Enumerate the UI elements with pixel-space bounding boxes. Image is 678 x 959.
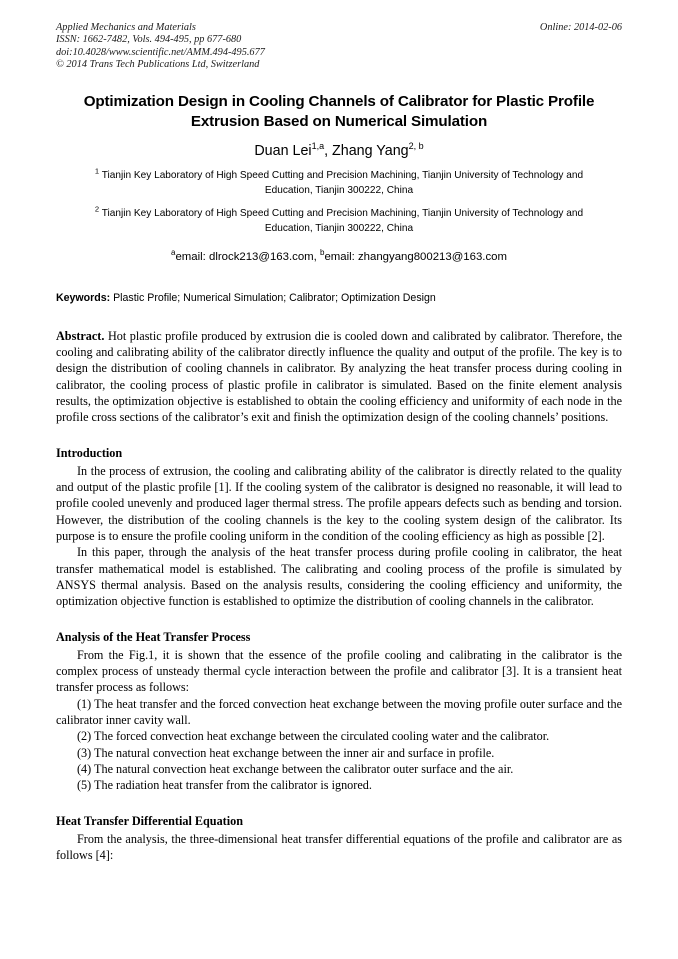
section-paragraph: From the analysis, the three-dimensional heat transfer differential equations of the profile and calibrator are as follows [4]:: [56, 831, 622, 863]
email-marker-b: b: [319, 247, 325, 257]
affiliation-1: [56, 166, 622, 198]
section-paragraph: In the process of extrusion, the cooling and calibrating ability of the calibrator is directly related to the quality and output of the plastic profile [1]. If the cooling system of the calibrator is designed no reasonable, it will lead to profile cooled unevenly and produced lager thermal stress. The profile appears defects such as bending and torsion. However, the distribution of the cooling channels is the key to the cooling system design of the calibrator. Its purpose is to ensure the profile cooling uniform in the condition of the cooling efficiency as high as possible [2].: [56, 463, 622, 543]
section-heading-introduction: Introduction: [56, 445, 123, 460]
journal-copyright: © 2014 Trans Tech Publications Ltd, Switzerland: [56, 59, 260, 71]
journal-header: [56, 22, 622, 76]
author-affiliation-marker-1: 1,a: [311, 141, 325, 152]
email-address-a[interactable]: email: dlrock213@163.com,: [175, 250, 317, 263]
section-paragraph: From the Fig.1, it is shown that the essence of the profile cooling and calibrating in the calibrator is the complex process of unsteady thermal cycle interaction between the profile and calibrator [3]. It is a transient heat transfer process as follows:: [56, 647, 622, 695]
journal-issn: ISSN: 1662-7482, Vols. 494-495, pp 677-680: [56, 34, 242, 46]
affiliation-text-2: Tianjin Key Laboratory of High Speed Cutting and Precision Machining, Tianjin University of Technology and Education, Tianjin 300222, China: [101, 208, 584, 234]
author-affiliation-marker-2: 2, b: [408, 141, 424, 152]
section-heading-analysis-heat-transfer: Analysis of the Heat Transfer Process: [56, 629, 251, 644]
affiliation-2: [56, 207, 622, 236]
author-name-1: Duan Lei: [254, 143, 312, 160]
abstract-label: Abstract.: [56, 328, 105, 343]
affiliation-marker-1: 1: [94, 166, 100, 176]
list-item: (3) The natural convection heat exchange between the inner air and surface in profile.: [77, 745, 495, 760]
author-list: [56, 142, 622, 160]
keywords-line: [56, 291, 622, 305]
author-separator: ,: [324, 143, 333, 160]
section-paragraph: In this paper, through the analysis of the heat transfer process during profile cooling in calibrator, the heat transfer mathematical model is established. The calibrating and cooling process of the profile is simulated by ANSYS thermal analysis. Based on the analysis results, considering the cooling efficiency and uniformity, the optimization objective function is established to optimize the distribution of cooling channels in the calibrator.: [56, 545, 622, 609]
page-title: Optimization Design in Cooling Channels of Calibrator for Plastic Profile Extrusion Based on Numerical Simulation: [83, 93, 595, 130]
list-item: (4) The natural convection heat exchange between the calibrator outer surface and the air.: [77, 762, 514, 777]
abstract-text: Hot plastic profile produced by extrusion die is cooled down and calibrated by calibrator. Therefore, the cooling and calibrating ability of the calibrator directly influence the quality and output of the profile. The key is to design the distribution of cooling channels in calibrator. By analyzing the heat transfer process during cooling in calibrator, the cooling process of plastic profile in calibrator is simulated. Based on the finite element analysis results, the optimization objective is established to obtain the cooling efficiency and uniformity of each node in the profile cross sections of the calibrator’s exit and finish the optimization design of the cooling channels’ positions.: [56, 328, 622, 425]
keywords-label: Keywords:: [56, 291, 111, 304]
email-address-b[interactable]: email: zhangyang800213@163.com: [324, 250, 507, 263]
affiliation-marker-2: 2: [94, 205, 100, 214]
author-name-2: Zhang Yang: [332, 143, 409, 160]
section-heading-heat-transfer-differential-equation: Heat Transfer Differential Equation: [56, 813, 243, 828]
author-emails: [56, 247, 622, 265]
journal-doi: doi:10.4028/www.scientific.net/AMM.494-495.677: [56, 46, 265, 58]
affiliation-text-1: Tianjin Key Laboratory of High Speed Cutting and Precision Machining, Tianjin University of Technology and Education, Tianjin 300222, China: [101, 170, 584, 196]
list-item: (5) The radiation heat transfer from the calibrator is ignored.: [77, 778, 372, 793]
online-date: Online: 2014-02-06: [539, 22, 622, 33]
journal-header-left: [56, 22, 486, 72]
keywords-value: Plastic Profile; Numerical Simulation; Calibrator; Optimization Design: [110, 291, 436, 304]
list-item: (2) The forced convection heat exchange between the circulated cooling water and the calibrator.: [77, 729, 550, 744]
abstract-paragraph: [56, 328, 622, 426]
list-item: (1) The heat transfer and the forced convection heat exchange between the moving profile outer surface and the calibrator inner cavity wall.: [56, 696, 622, 728]
email-marker-a: a: [171, 247, 176, 257]
journal-name: Applied Mechanics and Materials: [56, 22, 196, 33]
